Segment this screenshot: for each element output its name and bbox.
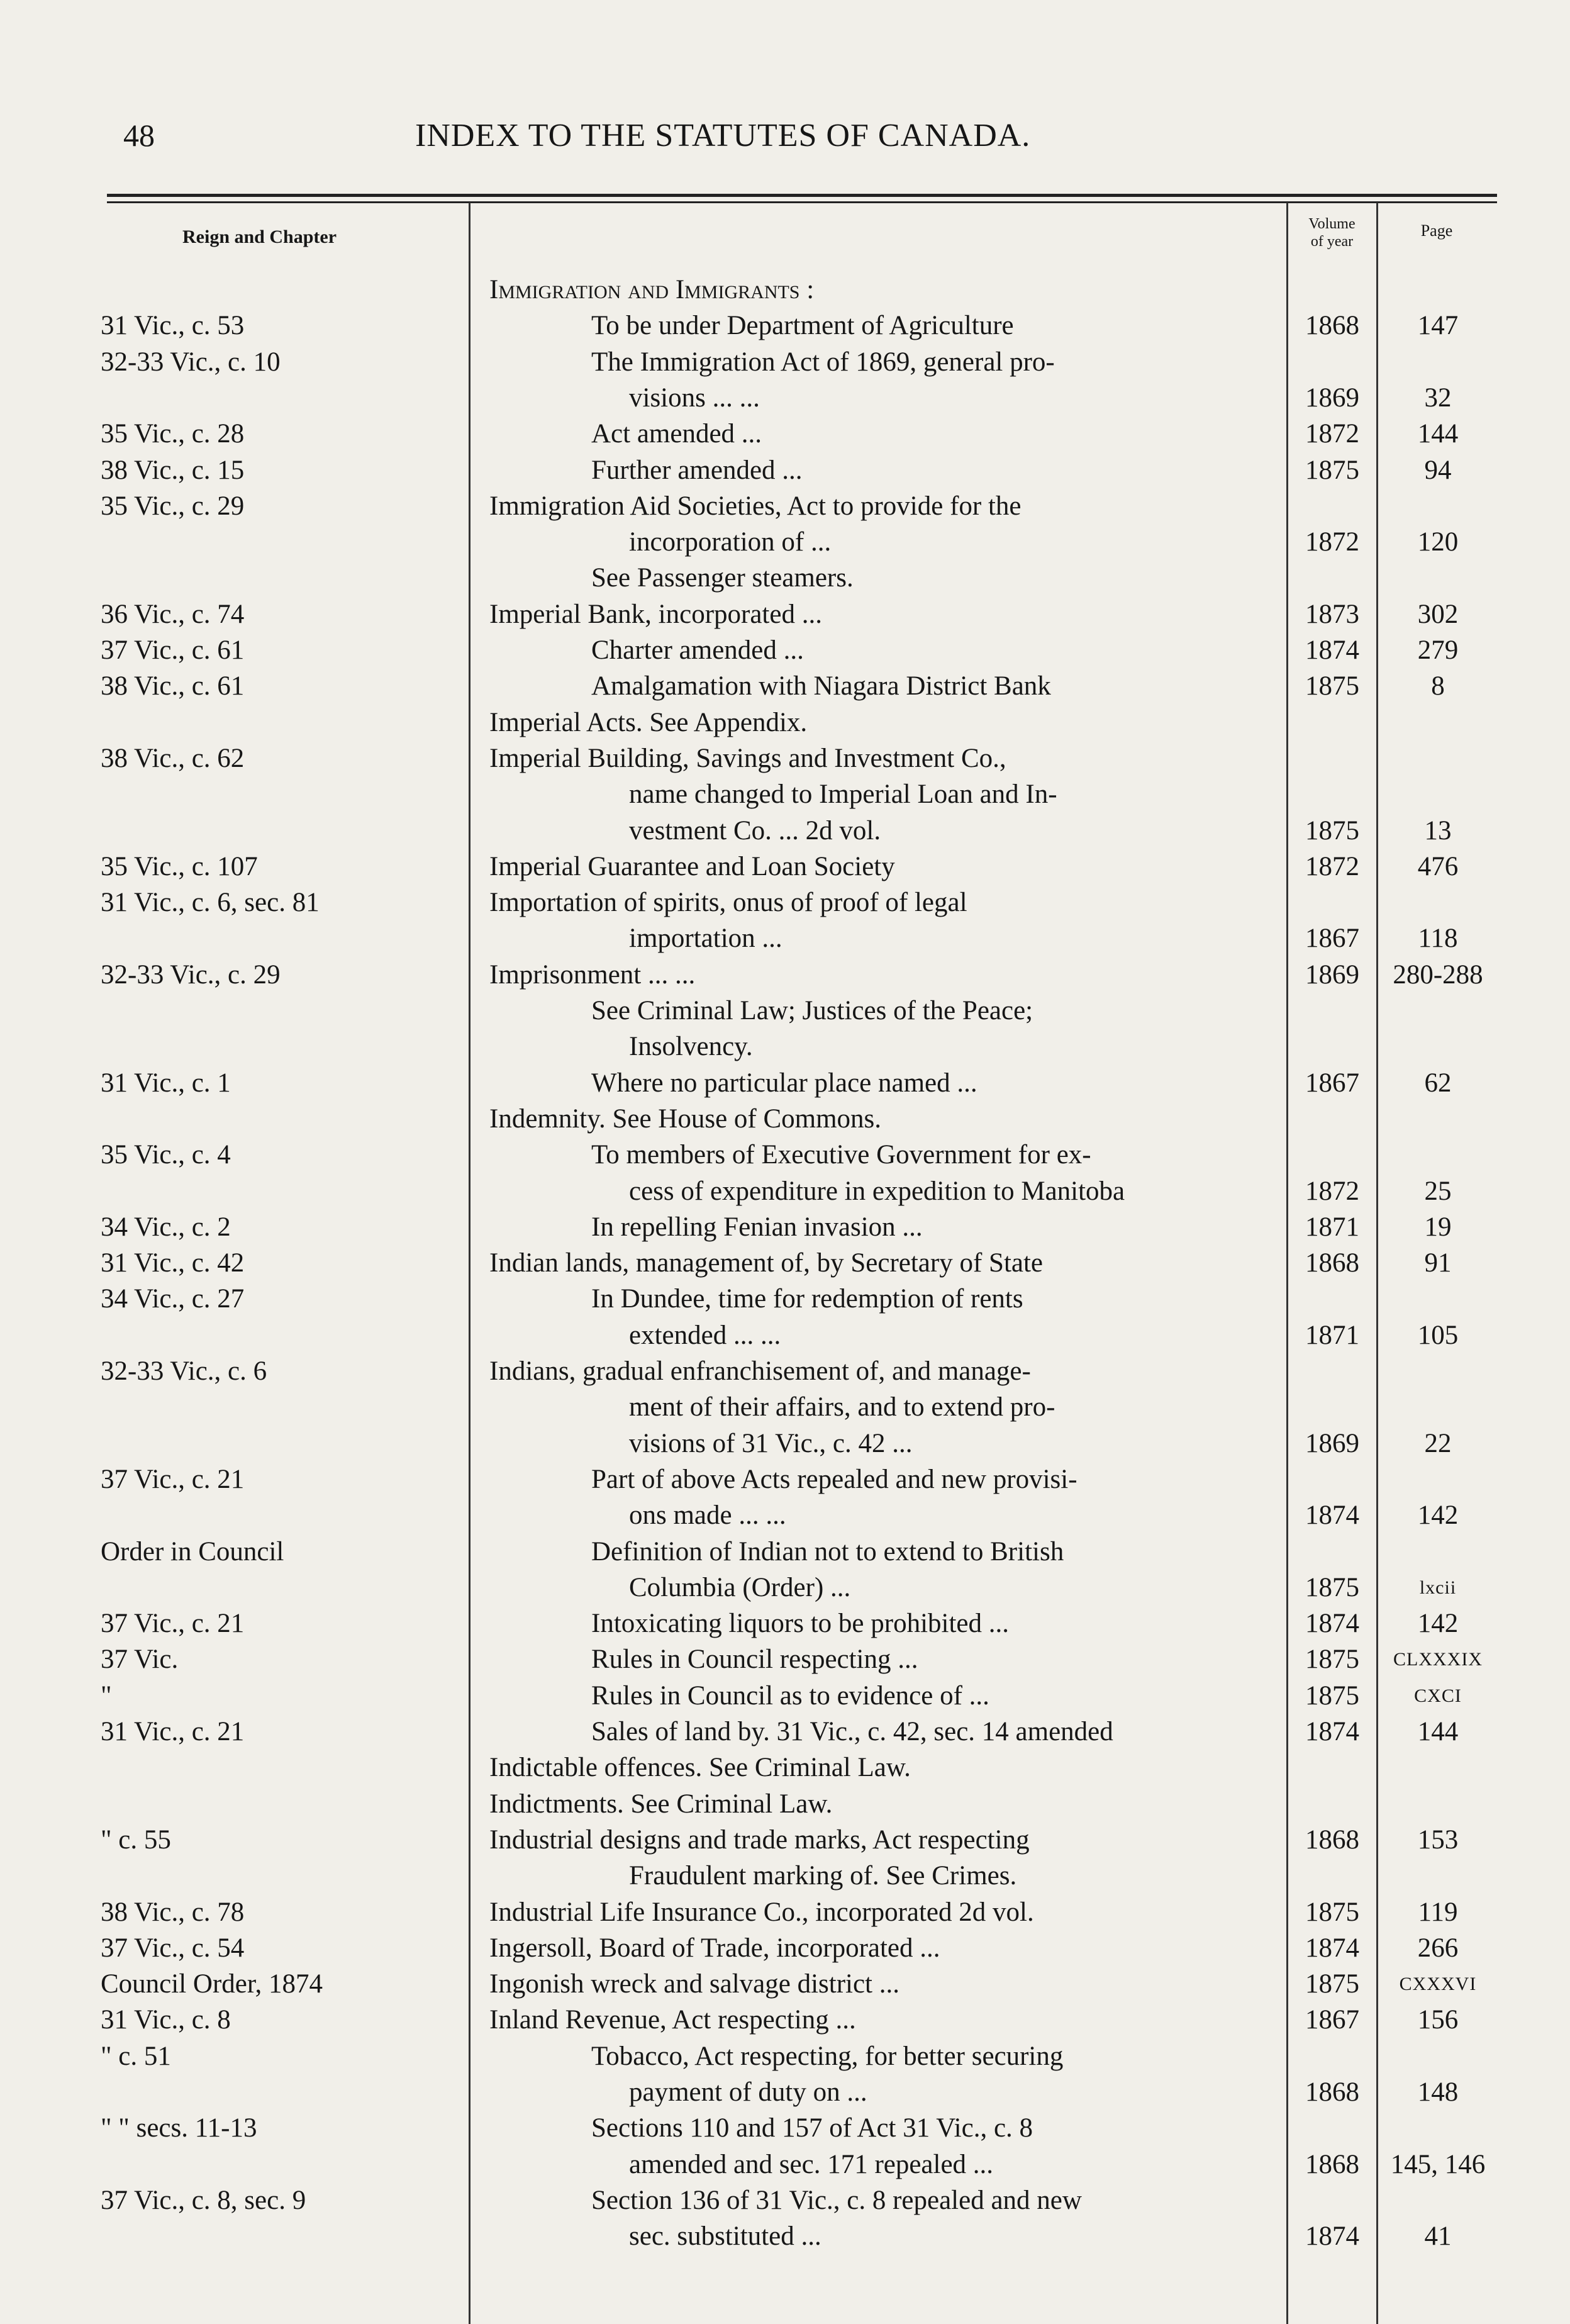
reign-chapter: 38 Vic., c. 61: [101, 671, 245, 701]
volume-year: 1874: [1305, 1717, 1359, 1746]
subject: amended and sec. 171 repealed ...: [629, 2150, 994, 2179]
page-ref: 280-288: [1393, 960, 1483, 990]
volume-year: 1867: [1305, 924, 1359, 953]
subject: Charter amended ...: [591, 635, 804, 665]
index-row: [0, 560, 1570, 596]
index-row: [0, 1065, 1570, 1101]
page-ref: 144: [1417, 1717, 1459, 1746]
reign-chapter: 32-33 Vic., c. 29: [101, 960, 281, 990]
subject: name changed to Imperial Loan and In-: [629, 779, 1057, 809]
volume-year: 1875: [1305, 1969, 1359, 1999]
subject: To members of Executive Government for ex-: [591, 1140, 1091, 1170]
reign-chapter: 32-33 Vic., c. 6: [101, 1356, 267, 1386]
reign-chapter: 37 Vic., c. 54: [101, 1933, 245, 1963]
subject: Imperial Guarantee and Loan Society: [489, 852, 895, 881]
header-rule: [107, 201, 1497, 203]
reign-chapter: ": [101, 1681, 112, 1711]
volume-year: 1867: [1305, 2005, 1359, 2035]
volume-year: 1875: [1305, 1645, 1359, 1674]
page-ref: 302: [1417, 600, 1459, 629]
page-ref: 142: [1417, 1500, 1459, 1530]
reign-chapter: 38 Vic., c. 15: [101, 455, 245, 485]
index-row: [0, 1966, 1570, 2002]
volume-year: 1874: [1305, 1609, 1359, 1638]
subject: sec. substituted ...: [629, 2221, 821, 2251]
reign-chapter: Order in Council: [101, 1537, 284, 1567]
page-ref: 148: [1417, 2077, 1459, 2107]
subject: Indemnity. See House of Commons.: [489, 1104, 882, 1134]
index-row: [0, 1606, 1570, 1641]
subject: Sales of land by. 31 Vic., c. 42, sec. 14 amended: [591, 1717, 1113, 1746]
reign-chapter: 35 Vic., c. 28: [101, 419, 245, 449]
page-ref: 118: [1418, 924, 1458, 953]
subject: Further amended ...: [591, 455, 803, 485]
subject: Imperial Acts. See Appendix.: [489, 708, 808, 737]
volume-year: 1875: [1305, 816, 1359, 846]
reign-chapter: 37 Vic.: [101, 1645, 179, 1674]
reign-chapter: 34 Vic., c. 27: [101, 1284, 245, 1314]
index-row: [0, 2147, 1570, 2182]
page-ref: 25: [1424, 1176, 1452, 1206]
index-row: [0, 2002, 1570, 2038]
subject: Indictable offences. See Criminal Law.: [489, 1753, 911, 1782]
page-ref: 41: [1424, 2221, 1452, 2251]
subject: Rules in Council respecting ...: [591, 1645, 918, 1674]
reign-chapter: " c. 51: [101, 2042, 171, 2071]
reign-chapter: 36 Vic., c. 74: [101, 600, 245, 629]
subject: Section 136 of 31 Vic., c. 8 repealed and new: [591, 2186, 1082, 2215]
subject: Act amended ...: [591, 419, 762, 449]
subject: In repelling Fenian invasion ...: [591, 1212, 923, 1242]
subject: Definition of Indian not to extend to British: [591, 1537, 1064, 1567]
page-ref: 156: [1417, 2005, 1459, 2035]
index-row: [0, 596, 1570, 632]
volume-year: 1875: [1305, 1897, 1359, 1927]
page-ref: 94: [1424, 455, 1452, 485]
index-row: [0, 705, 1570, 740]
volume-year: 1874: [1305, 635, 1359, 665]
subject: See Passenger steamers.: [591, 563, 854, 593]
index-row: [0, 1461, 1570, 1497]
page-ref: 266: [1417, 1933, 1459, 1963]
reign-chapter: 37 Vic., c. 21: [101, 1465, 245, 1494]
index-row: [0, 2218, 1570, 2254]
subject: Rules in Council as to evidence of ...: [591, 1681, 989, 1711]
index-row: [0, 1029, 1570, 1064]
page-ref: 32: [1424, 383, 1452, 413]
volume-year: 1871: [1305, 1321, 1359, 1350]
reign-chapter: Council Order, 1874: [101, 1969, 323, 1999]
volume-year: 1869: [1305, 1429, 1359, 1458]
index-row: [0, 2110, 1570, 2146]
index-row: [0, 1534, 1570, 1570]
index-row: [0, 920, 1570, 956]
index-row: [0, 885, 1570, 920]
volume-year: 1869: [1305, 383, 1359, 413]
subject: Sections 110 and 157 of Act 31 Vic., c. 8: [591, 2113, 1033, 2143]
subject: Indian lands, management of, by Secretary of State: [489, 1248, 1044, 1278]
volume-year: 1868: [1305, 311, 1359, 340]
page-ref: 91: [1424, 1248, 1452, 1278]
index-row: [0, 308, 1570, 344]
reign-chapter: 34 Vic., c. 2: [101, 1212, 231, 1242]
subject: visions ... ...: [629, 383, 760, 413]
page-ref: lxcii: [1419, 1577, 1457, 1598]
page-ref: 105: [1417, 1321, 1459, 1350]
subject: Imperial Building, Savings and Investment Co.,: [489, 744, 1006, 773]
page-ref: 142: [1417, 1609, 1459, 1638]
subject: Industrial Life Insurance Co., incorporated 2d vol.: [489, 1897, 1034, 1927]
volume-year: 1872: [1305, 527, 1359, 557]
subject: The Immigration Act of 1869, general pro-: [591, 347, 1055, 377]
index-row: [0, 668, 1570, 704]
reign-chapter: 31 Vic., c. 21: [101, 1717, 245, 1746]
subject: extended ... ...: [629, 1321, 781, 1350]
subject: importation ...: [629, 924, 782, 953]
volume-header-line: Volume: [1308, 216, 1356, 232]
index-row: [0, 1822, 1570, 1858]
index-row: [0, 1426, 1570, 1461]
volume-year: 1868: [1305, 2077, 1359, 2107]
volume-header-line: of year: [1310, 233, 1354, 250]
index-row: [0, 1570, 1570, 1606]
reign-chapter: 38 Vic., c. 62: [101, 744, 245, 773]
page-ref: 19: [1424, 1212, 1452, 1242]
volume-year: 1875: [1305, 455, 1359, 485]
subject: incorporation of ...: [629, 527, 832, 557]
page-ref: 153: [1417, 1825, 1459, 1855]
index-row: [0, 1714, 1570, 1750]
reign-chapter: " " secs. 11-13: [101, 2113, 257, 2143]
page-ref: 8: [1431, 671, 1445, 701]
volume-year: 1875: [1305, 1681, 1359, 1711]
index-row: [0, 776, 1570, 812]
page-ref: CLXXXIX: [1393, 1649, 1483, 1670]
subject: Fraudulent marking of. See Crimes.: [629, 1861, 1017, 1891]
page-ref: 22: [1424, 1429, 1452, 1458]
reign-chapter: " c. 55: [101, 1825, 171, 1855]
page-ref: 13: [1424, 816, 1452, 846]
page-ref: 147: [1417, 311, 1459, 340]
subject: cess of expenditure in expedition to Manitoba: [629, 1176, 1125, 1206]
index-row: [0, 1389, 1570, 1425]
index-row: [0, 1173, 1570, 1209]
reign-chapter: 31 Vic., c. 42: [101, 1248, 245, 1278]
index-row: [0, 524, 1570, 560]
subject: Intoxicating liquors to be prohibited ...: [591, 1609, 1010, 1638]
index-row: [0, 1678, 1570, 1714]
subject: Inland Revenue, Act respecting ...: [489, 2005, 856, 2035]
volume-year: 1875: [1305, 671, 1359, 701]
page-number: 48: [123, 118, 155, 153]
subject: To be under Department of Agriculture: [591, 311, 1014, 340]
index-row: [0, 1353, 1570, 1389]
subject: Insolvency.: [629, 1032, 753, 1061]
index-row: [0, 1101, 1570, 1137]
subject: visions of 31 Vic., c. 42 ...: [629, 1429, 913, 1458]
page-ref: 476: [1417, 852, 1459, 881]
subject: Ingonish wreck and salvage district ...: [489, 1969, 899, 1999]
column-header-volume: [1289, 215, 1374, 250]
volume-year: 1867: [1305, 1068, 1359, 1098]
volume-year: 1875: [1305, 1573, 1359, 1602]
column-header-reign: Reign and Chapter: [182, 226, 337, 247]
index-row: [0, 993, 1570, 1029]
index-row: [0, 1858, 1570, 1894]
volume-year: 1873: [1305, 600, 1359, 629]
reign-chapter: 35 Vic., c. 107: [101, 852, 258, 881]
volume-year: 1874: [1305, 1933, 1359, 1963]
index-row: [0, 2182, 1570, 2218]
volume-year: 1868: [1305, 1825, 1359, 1855]
page-ref: CXCI: [1414, 1685, 1462, 1706]
page-ref: 144: [1417, 419, 1459, 449]
volume-year: 1874: [1305, 1500, 1359, 1530]
index-row: [0, 416, 1570, 452]
reign-chapter: 38 Vic., c. 78: [101, 1897, 245, 1927]
subject: Indians, gradual enfranchisement of, and manage-: [489, 1356, 1031, 1386]
subject: Immigration Aid Societies, Act to provide for the: [489, 491, 1022, 521]
index-row: [0, 1281, 1570, 1317]
page-ref: 119: [1418, 1897, 1458, 1927]
subject: In Dundee, time for redemption of rents: [591, 1284, 1023, 1314]
subject: Industrial designs and trade marks, Act respecting: [489, 1825, 1030, 1855]
index-row: [0, 1497, 1570, 1533]
index-row: [0, 1137, 1570, 1173]
index-row: [0, 632, 1570, 668]
subject: Part of above Acts repealed and new provisi-: [591, 1465, 1077, 1494]
index-row: [0, 380, 1570, 416]
subject: ment of their affairs, and to extend pro-: [629, 1392, 1055, 1422]
subject: Importation of spirits, onus of proof of legal: [489, 888, 967, 917]
index-row: [0, 1245, 1570, 1281]
index-row: [0, 2074, 1570, 2110]
subject: vestment Co. ... 2d vol.: [629, 816, 881, 846]
volume-year: 1872: [1305, 852, 1359, 881]
volume-year: 1868: [1305, 1248, 1359, 1278]
reign-chapter: 31 Vic., c. 8: [101, 2005, 231, 2035]
page-ref: 62: [1424, 1068, 1452, 1098]
index-row: [0, 849, 1570, 885]
page-title: INDEX TO THE STATUTES OF CANADA.: [415, 118, 1031, 154]
page-ref: CXXXVI: [1399, 1974, 1477, 1994]
volume-year: 1868: [1305, 2150, 1359, 2179]
reign-chapter: 37 Vic., c. 8, sec. 9: [101, 2186, 306, 2215]
volume-year: 1869: [1305, 960, 1359, 990]
reign-chapter: 31 Vic., c. 6, sec. 81: [101, 888, 320, 917]
reign-chapter: 35 Vic., c. 29: [101, 491, 245, 521]
index-row: [0, 1786, 1570, 1822]
subject: See Criminal Law; Justices of the Peace;: [591, 996, 1033, 1025]
volume-year: 1871: [1305, 1212, 1359, 1242]
subject: Immigration and Immigrants :: [489, 275, 815, 304]
reign-chapter: 31 Vic., c. 53: [101, 311, 245, 340]
index-row: [0, 1209, 1570, 1245]
index-row: [0, 1930, 1570, 1966]
index-row: [0, 957, 1570, 993]
index-row: [0, 813, 1570, 849]
index-row: [0, 2038, 1570, 2074]
volume-year: 1872: [1305, 419, 1359, 449]
column-header-page: Page: [1420, 221, 1453, 240]
subject: Imprisonment ... ...: [489, 960, 696, 990]
volume-year: 1872: [1305, 1176, 1359, 1206]
subject: ons made ... ...: [629, 1500, 786, 1530]
index-row: [0, 1750, 1570, 1785]
reign-chapter: 32-33 Vic., c. 10: [101, 347, 281, 377]
index-row: [0, 1641, 1570, 1677]
header-rule: [107, 194, 1497, 197]
subject: Columbia (Order) ...: [629, 1573, 851, 1602]
page-ref: 279: [1417, 635, 1459, 665]
reign-chapter: 37 Vic., c. 61: [101, 635, 245, 665]
subject: Imperial Bank, incorporated ...: [489, 600, 822, 629]
index-row: [0, 1894, 1570, 1930]
index-row: [0, 272, 1570, 308]
subject: Tobacco, Act respecting, for better securing: [591, 2042, 1064, 2071]
subject: payment of duty on ...: [629, 2077, 867, 2107]
subject: Amalgamation with Niagara District Bank: [591, 671, 1051, 701]
volume-year: 1874: [1305, 2221, 1359, 2251]
reign-chapter: 31 Vic., c. 1: [101, 1068, 231, 1098]
index-row: [0, 452, 1570, 488]
subject: Ingersoll, Board of Trade, incorporated ...: [489, 1933, 940, 1963]
subject: Where no particular place named ...: [591, 1068, 977, 1098]
index-row: [0, 1317, 1570, 1353]
subject: Indictments. See Criminal Law.: [489, 1789, 833, 1819]
index-row: [0, 344, 1570, 380]
reign-chapter: 37 Vic., c. 21: [101, 1609, 245, 1638]
index-row: [0, 488, 1570, 524]
index-row: [0, 740, 1570, 776]
page-ref: 120: [1417, 527, 1459, 557]
page-ref: 145, 146: [1390, 2150, 1486, 2179]
reign-chapter: 35 Vic., c. 4: [101, 1140, 231, 1170]
